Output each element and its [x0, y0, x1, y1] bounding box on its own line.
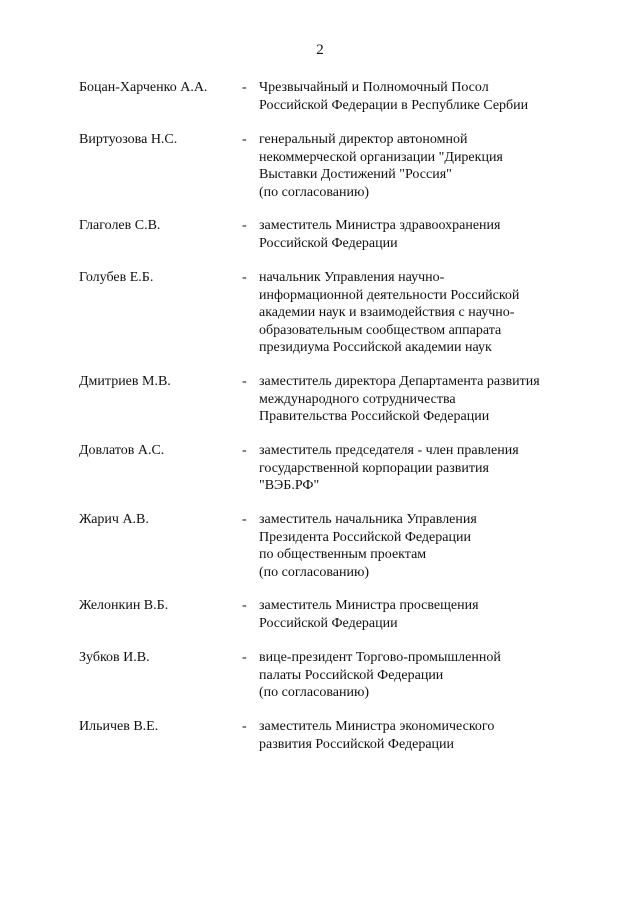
dash-separator: - [242, 650, 247, 665]
position-line: заместитель Министра просвещения [259, 598, 479, 613]
dash-separator: - [242, 443, 247, 458]
dash-separator: - [242, 270, 247, 285]
position-line: Российской Федерации [259, 235, 398, 251]
position-line: по общественным проектам [259, 547, 427, 563]
position-line: некоммерческой организации "Дирекция [259, 149, 503, 165]
position-line: генеральный директор автономной [259, 132, 468, 147]
member-position [259, 718, 579, 753]
member-name: Боцан-Харченко А.А. [79, 80, 208, 95]
dash-separator: - [242, 80, 247, 95]
dash-separator: - [242, 512, 247, 527]
member-position [259, 269, 579, 357]
position-line: академии наук и взаимодействия с научно- [259, 305, 515, 321]
position-line: международного сотрудничества [259, 391, 456, 407]
member-name: Зубков И.В. [79, 650, 150, 665]
position-line: (по согласованию) [259, 184, 370, 200]
position-line: заместитель Министра здравоохранения [259, 218, 501, 233]
dash-separator: - [242, 719, 247, 734]
member-name: Виртуозова Н.С. [79, 132, 178, 147]
member-name: Голубев Е.Б. [79, 270, 154, 285]
member-position [259, 217, 579, 252]
member-name: Жарич А.В. [79, 512, 149, 527]
member-name: Довлатов А.С. [79, 443, 165, 458]
position-line: "ВЭБ.РФ" [259, 478, 320, 494]
position-line: палаты Российской Федерации [259, 667, 444, 683]
position-line: образовательным сообществом аппарата [259, 322, 502, 338]
page-number: 2 [316, 42, 324, 58]
position-line: Президента Российской Федерации [259, 529, 471, 545]
position-line: президиума Российской академии наук [259, 340, 492, 356]
position-line: вице-президент Торгово-промышленной [259, 650, 501, 665]
position-line: заместитель начальника Управления [259, 512, 477, 527]
dash-separator: - [242, 218, 247, 233]
member-position [259, 597, 579, 632]
dash-separator: - [242, 598, 247, 613]
position-line: Выставки Достижений "Россия" [259, 167, 452, 183]
position-line: государственной корпорации развития [259, 460, 489, 476]
member-name: Дмитриев М.В. [79, 374, 171, 389]
position-line: информационной деятельности Российской [259, 287, 520, 303]
member-position [259, 649, 579, 702]
dash-separator: - [242, 132, 247, 147]
position-line: заместитель председателя - член правления [259, 443, 519, 458]
position-line: заместитель Министра экономического [259, 719, 495, 734]
member-name: Глаголев С.В. [79, 218, 161, 233]
position-line: начальник Управления научно- [259, 270, 445, 285]
position-line: заместитель директора Департамента развития [259, 374, 540, 389]
position-line: (по согласованию) [259, 685, 370, 701]
position-line: Чрезвычайный и Полномочный Посол [259, 80, 489, 95]
member-name: Ильичев В.Е. [79, 719, 159, 734]
position-line: развития Российской Федерации [259, 736, 455, 752]
position-line: (по согласованию) [259, 564, 370, 580]
position-line: Российской Федерации в Республике Сербии [259, 97, 529, 113]
dash-separator: - [242, 374, 247, 389]
member-position [259, 373, 579, 426]
position-line: Правительства Российской Федерации [259, 409, 490, 425]
member-name: Желонкин В.Б. [79, 598, 169, 613]
member-position [259, 79, 579, 114]
position-line: Российской Федерации [259, 615, 398, 631]
member-position [259, 131, 579, 201]
member-position [259, 511, 579, 581]
member-position [259, 442, 579, 495]
